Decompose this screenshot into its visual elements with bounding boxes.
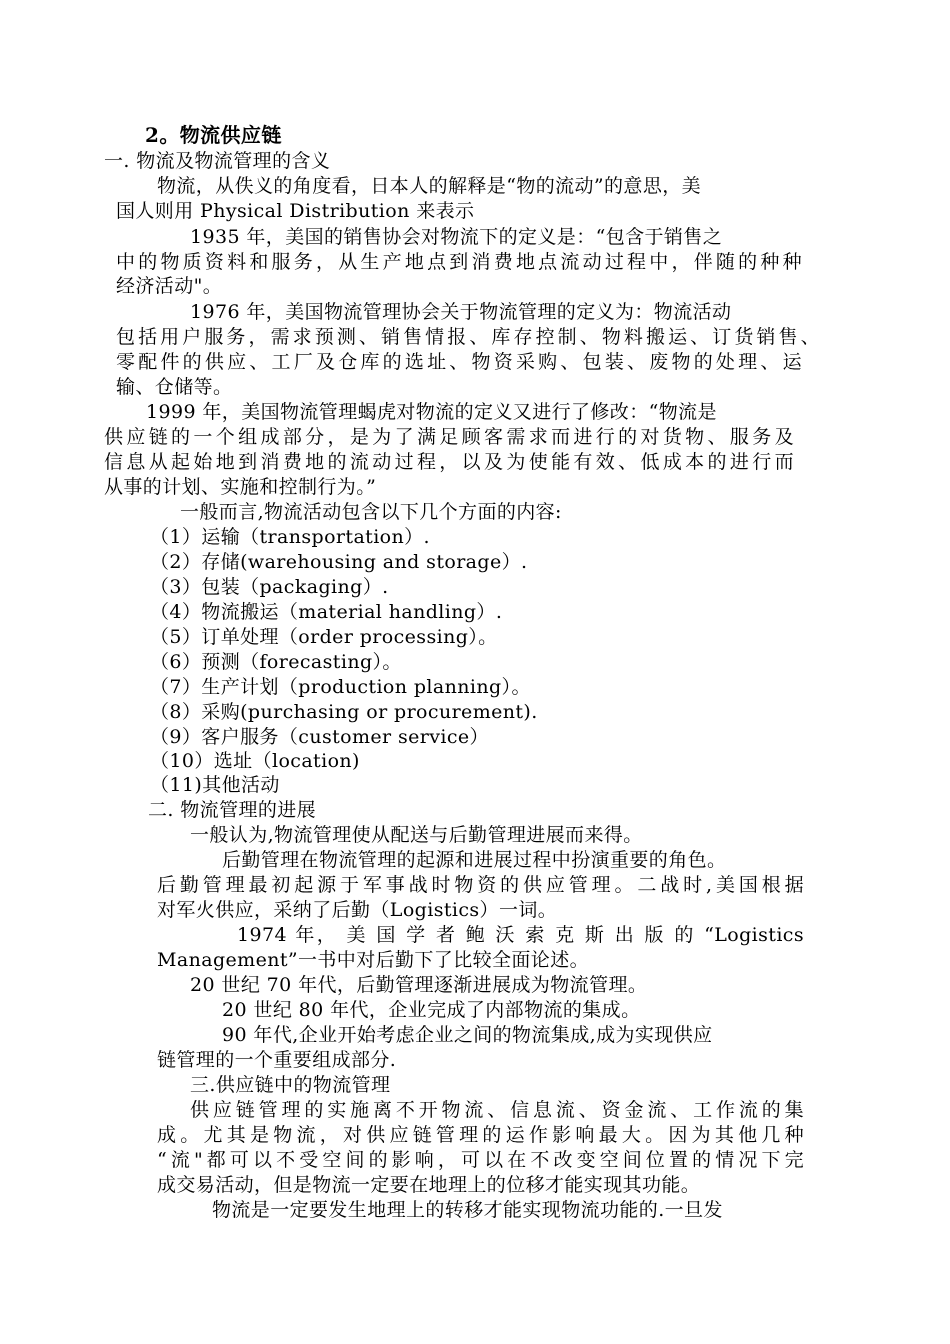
paragraph-line: 供应链管理的实施离不开物流、信息流、资金流、工作流的集 <box>190 1099 804 1121</box>
paragraph-line: 供应链的一个组成部分，是为了满足顾客需求而进行的对货物、服务及 <box>104 426 794 448</box>
paragraph-line: “流"都可以不受空间的影响，可以在不改变空间位置的情况下完 <box>157 1149 804 1171</box>
paragraph-line: 对军火供应，采纳了后勤（Logistics）一词。 <box>157 899 558 921</box>
list-item: （3）包装（packaging）. <box>150 576 389 598</box>
paragraph-line: 物流是一定要发生地理上的转移才能实现物流功能的.一旦发 <box>212 1199 723 1221</box>
doc-title: 2。物流供应链 <box>145 123 282 147</box>
list-item: （8）采购(purchasing or procurement). <box>150 701 538 723</box>
paragraph-line: 一般认为,物流管理使从配送与后勤管理进展而来得。 <box>190 824 643 846</box>
paragraph-line: 信息从起始地到消费地的流动过程，以及为使能有效、低成本的进行而 <box>104 451 794 473</box>
section-heading-1: 一. 物流及物流管理的含义 <box>104 150 331 172</box>
list-item: （5）订单处理（order processing）。 <box>150 626 498 648</box>
list-item: （11)其他活动 <box>150 774 280 796</box>
paragraph-line: 1976 年，美国物流管理协会关于物流管理的定义为：物流活动 <box>190 301 732 323</box>
paragraph-line: 零配件的供应、工厂及仓库的选址、物资采购、包装、废物的处理、运 <box>116 351 802 373</box>
list-item: （10）选址（location) <box>150 750 360 772</box>
list-item: （9）客户服务（customer service） <box>150 726 489 748</box>
paragraph-line: 20 世纪 80 年代，企业完成了内部物流的集成。 <box>222 999 641 1021</box>
paragraph-line: 20 世纪 70 年代，后勤管理逐渐进展成为物流管理。 <box>190 974 648 996</box>
paragraph-line: 物流，从佚义的角度看，日本人的解释是“物的流动”的意思，美 <box>157 175 702 197</box>
paragraph-line: 链管理的一个重要组成部分. <box>157 1049 397 1071</box>
list-item: （4）物流搬运（material handling）. <box>150 601 503 623</box>
list-item: （7）生产计划（production planning）。 <box>150 676 531 698</box>
paragraph-line: 输、仓储等。 <box>116 376 233 398</box>
paragraph-line: 成。尤其是物流，对供应链管理的运作影响最大。因为其他几种 <box>157 1124 804 1146</box>
paragraph-line: 1999 年，美国物流管理蝎虎对物流的定义又进行了修改：“物流是 <box>146 401 717 423</box>
paragraph-line: 包括用户服务，需求预测、销售情报、库存控制、物料搬运、订货销售、 <box>116 326 820 348</box>
paragraph-line: 后勤管理在物流管理的起源和进展过程中扮演重要的角色。 <box>222 849 727 871</box>
paragraph-line: 国人则用 Physical Distribution 来表示 <box>116 200 475 222</box>
paragraph-line: 后勤管理最初起源于军事战时物资的供应管理。二战时,美国根据 <box>157 874 804 896</box>
paragraph-line: 1974 年， 美 国 学 者 鲍 沃 索 克 斯 出 版 的 “Logistics <box>237 924 804 946</box>
section-heading-2: 二. 物流管理的进展 <box>148 799 317 821</box>
paragraph-line: 1935 年，美国的销售协会对物流下的定义是：“包含于销售之 <box>190 226 723 248</box>
paragraph-line: 从事的计划、实施和控制行为。” <box>104 476 377 498</box>
paragraph-line: 一般而言,物流活动包含以下几个方面的内容: <box>180 501 562 523</box>
section-heading-3: 三.供应链中的物流管理 <box>190 1074 391 1096</box>
list-item: （2）存储(warehousing and storage）. <box>150 551 528 573</box>
paragraph-line: Management”一书中对后勤下了比较全面论述。 <box>157 949 590 971</box>
list-item: （6）预测（forecasting）。 <box>150 651 402 673</box>
paragraph-line: 经济活动"。 <box>116 275 223 297</box>
list-item: （1）运输（transportation）. <box>150 526 430 548</box>
paragraph-line: 中的物质资料和服务，从生产地点到消费地点流动过程中，伴随的种种 <box>116 251 802 273</box>
paragraph-line: 90 年代,企业开始考虑企业之间的物流集成,成为实现供应 <box>222 1024 713 1046</box>
paragraph-line: 成交易活动，但是物流一定要在地理上的位移才能实现其功能。 <box>157 1174 701 1196</box>
